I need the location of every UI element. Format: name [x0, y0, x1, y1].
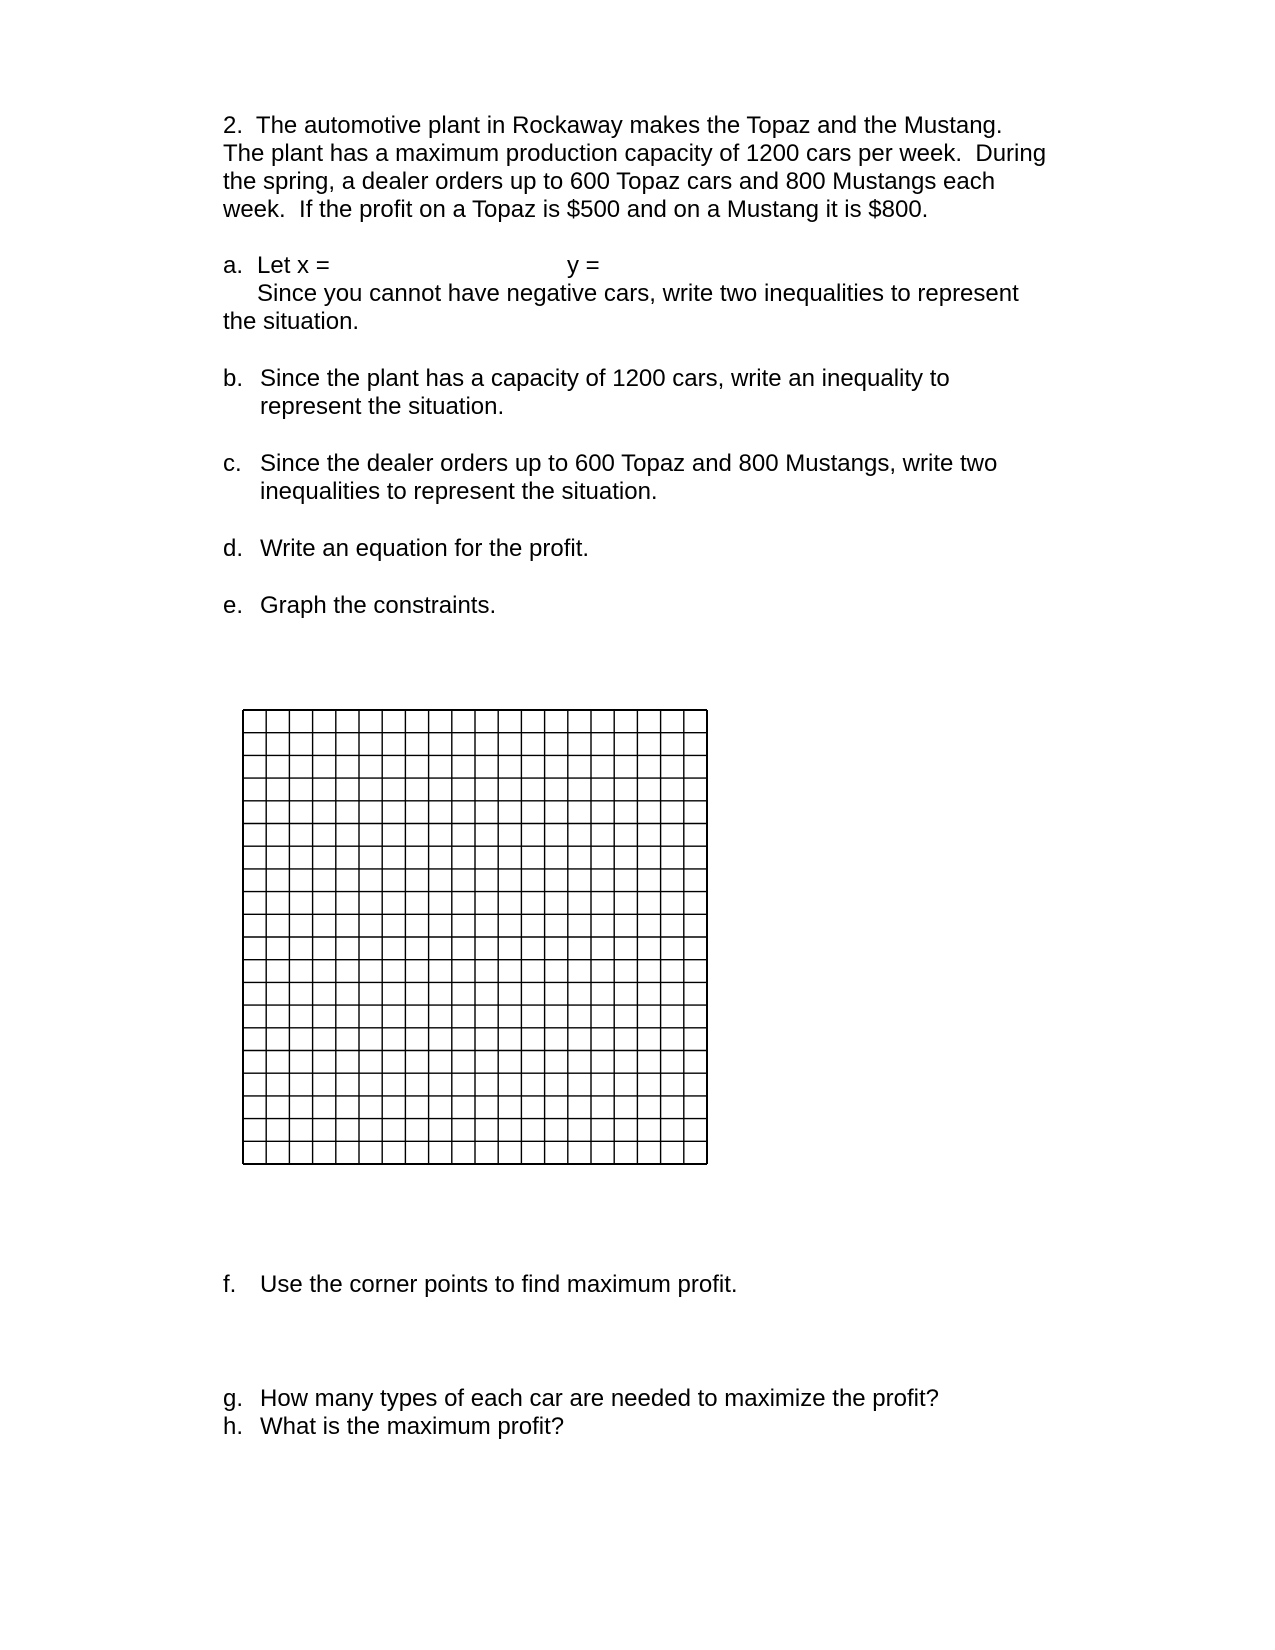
part-g-marker: g. — [223, 1385, 244, 1412]
part-a-line-2: Since you cannot have negative cars, write two inequalities to represent — [257, 280, 1019, 307]
part-h-marker: h. — [223, 1413, 244, 1440]
problem-line-2: The plant has a maximum production capacity of 1200 cars per week. During — [223, 140, 1047, 167]
part-b-marker: b. — [223, 365, 244, 392]
part-c-line-2: inequalities to represent the situation. — [260, 478, 658, 505]
problem-line-1: 2. The automotive plant in Rockaway makes the Topaz and the Mustang. — [223, 112, 1003, 139]
part-g-text: How many types of each car are needed to maximize the profit? — [260, 1385, 940, 1412]
part-e-text: Graph the constraints. — [260, 592, 497, 619]
part-d-marker: d. — [223, 535, 244, 562]
part-a-marker: a. — [223, 252, 244, 279]
part-c-line-1: Since the dealer orders up to 600 Topaz and 800 Mustangs, write two — [260, 450, 998, 477]
graph-grid[interactable] — [242, 709, 708, 1165]
part-h-text: What is the maximum profit? — [260, 1413, 565, 1440]
part-f-marker: f. — [223, 1271, 237, 1298]
part-a-let-y: y = — [567, 252, 600, 279]
part-b-line-1: Since the plant has a capacity of 1200 cars, write an inequality to — [260, 365, 950, 392]
problem-line-3: the spring, a dealer orders up to 600 Topaz cars and 800 Mustangs each — [223, 168, 996, 195]
part-a-line-3: the situation. — [223, 308, 360, 335]
part-c-marker: c. — [223, 450, 242, 477]
part-f-text: Use the corner points to find maximum profit. — [260, 1271, 738, 1298]
part-b-line-2: represent the situation. — [260, 393, 505, 420]
part-d-text: Write an equation for the profit. — [260, 535, 590, 562]
part-e-marker: e. — [223, 592, 244, 619]
part-a-let-x: Let x = — [257, 252, 330, 279]
problem-line-4: week. If the profit on a Topaz is $500 and on a Mustang it is $800. — [223, 196, 929, 223]
problem-number: 2. — [223, 112, 244, 139]
